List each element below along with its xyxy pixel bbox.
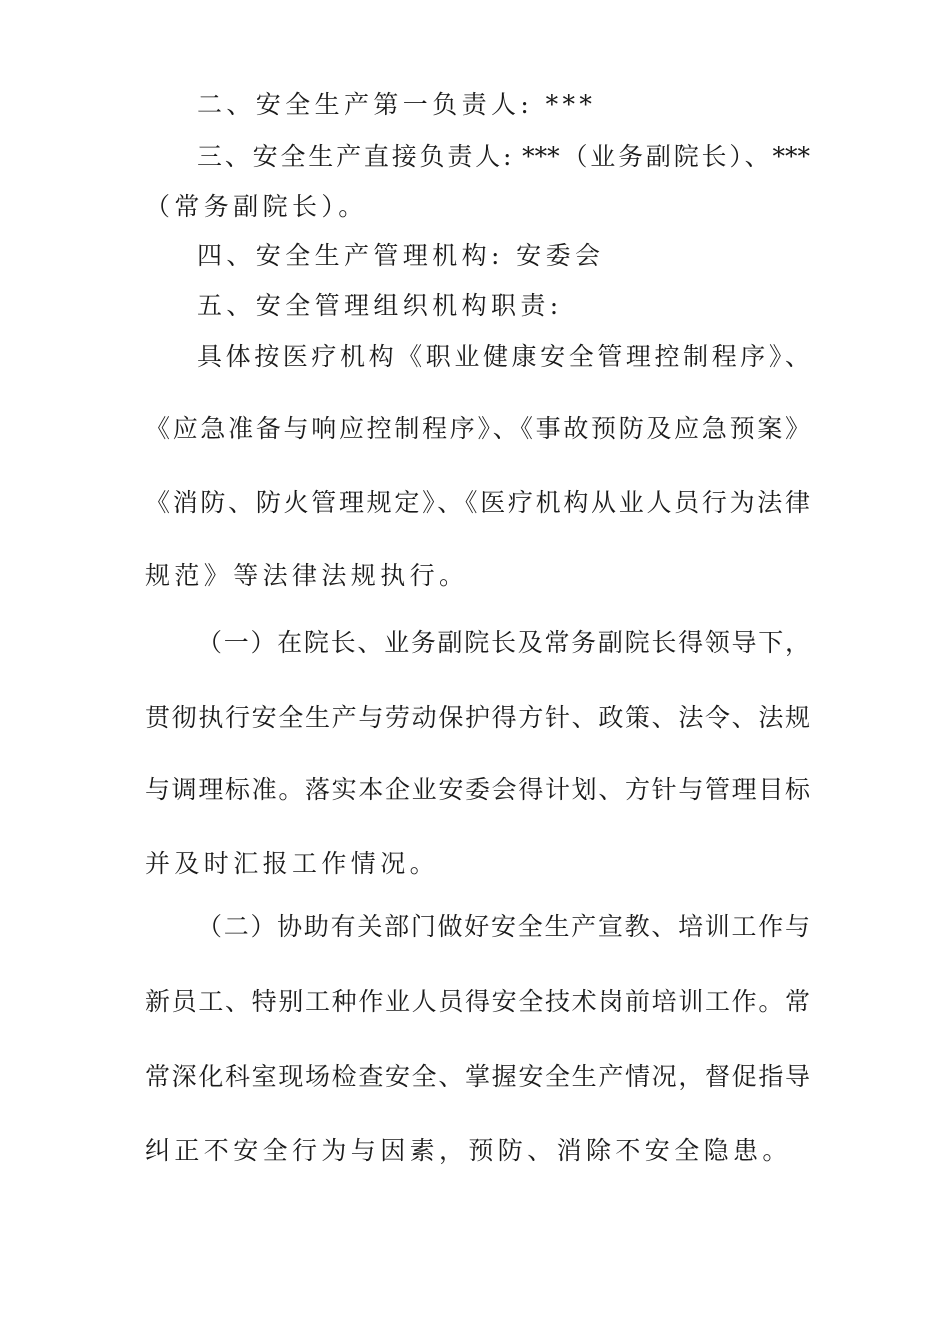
- text-line-8: 《消防、防火管理规定》、《医疗机构从业人员行为法律: [145, 488, 810, 517]
- text-line-11: 贯彻执行安全生产与劳动保护得方针、政策、法令、法规: [145, 703, 810, 732]
- text-line-3: （常务副院长）。: [145, 192, 368, 221]
- text-line-7: 《应急准备与响应控制程序》、《事故预防及应急预案》: [145, 414, 810, 443]
- text-line-4: 四、安全生产管理机构: 安委会: [197, 241, 605, 270]
- text-line-6: 具体按医疗机构《职业健康安全管理控制程序》、: [197, 342, 810, 371]
- text-line-2: 三、安全生产直接负责人: ***（业务副院长）、***: [197, 142, 810, 171]
- text-line-17: 纠正不安全行为与因素，预防、消除不安全隐患。: [145, 1136, 792, 1165]
- text-line-12: 与调理标准。落实本企业安委会得计划、方针与管理目标: [145, 775, 810, 804]
- text-line-10: （一）在院长、业务副院长及常务副院长得领导下，: [197, 628, 810, 657]
- text-line-14: （二）协助有关部门做好安全生产宣教、培训工作与: [197, 912, 810, 941]
- text-line-5: 五、安全管理组织机构职责:: [197, 291, 563, 320]
- text-line-15: 新员工、特别工种作业人员得安全技术岗前培训工作。常: [145, 987, 810, 1016]
- text-line-9: 规范》等法律法规执行。: [145, 561, 469, 590]
- text-line-1: 二、安全生产第一负责人: ***: [197, 90, 597, 119]
- text-line-13: 并及时汇报工作情况。: [145, 849, 440, 878]
- text-line-16: 常深化科室现场检查安全、掌握安全生产情况，督促指导: [145, 1062, 810, 1091]
